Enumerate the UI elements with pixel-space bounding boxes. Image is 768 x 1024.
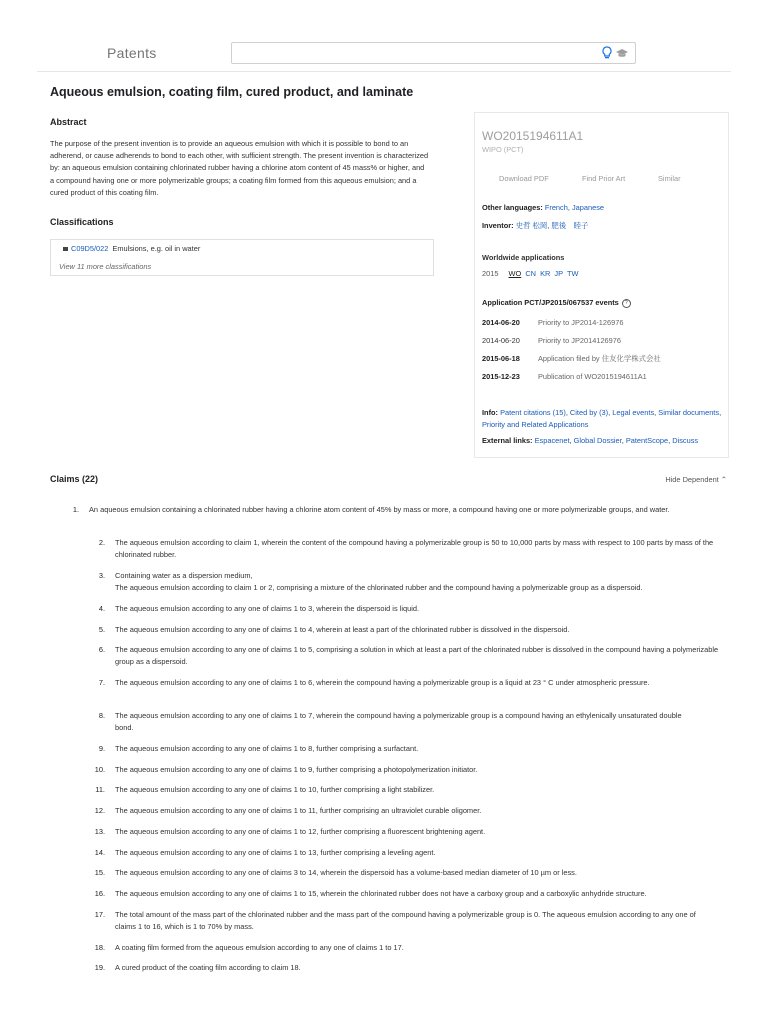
claim-text: The aqueous emulsion according to any one of claims 3 to 14, wherein the dispersoid has a volume-based median diameter of 10 µm or less. [115,868,577,877]
event-date: 2015-06-18 [482,354,520,363]
classification-row [63,244,200,253]
claim-item [94,962,720,974]
hide-dependent-label: Hide Dependent [665,475,719,484]
claim-number: 17. [94,910,105,919]
claim-number: 5. [98,625,105,634]
claim-text: The total amount of the mass part of the chlorinated rubber and the mass part of the compound having a polymerizable group is 0. The aqueous emulsion according to any one of claims 1 to 16, which is 1 to 70% by mass. [115,910,696,932]
inventor-link-1[interactable]: 史哲 松岡 [515,221,548,230]
worldwide-year: 2015 [482,269,499,278]
claim-number: 19. [94,963,105,972]
other-languages-label: Other languages: [482,203,543,212]
claim-number: 1. [72,505,79,514]
header-divider [37,71,731,72]
help-icon[interactable]: ? [622,299,631,308]
claim-text: The aqueous emulsion according to any one of claims 1 to 4, wherein at least a part of the chlorinated rubber is dissolved in the dispersoid. [115,625,570,634]
external-links-row: External links: Espacenet, Global Dossier, PatentScope, Discuss [482,436,699,445]
event-date: 2014-06-20 [482,318,520,327]
lightbulb-icon[interactable] [601,46,613,60]
claim-item [95,784,720,796]
event-text: Priority to JP2014126976 [538,336,621,345]
separator: , [547,221,552,230]
country-link-jp[interactable]: JP [554,269,564,278]
other-languages-row [482,203,604,212]
event-date: 2014-06-20 [482,336,520,345]
search-input[interactable] [236,44,600,64]
country-link-tw[interactable]: TW [566,269,579,278]
inventor-label: Inventor: [482,221,514,230]
patent-info-panel [474,112,729,458]
search-box[interactable] [231,42,636,64]
chevron-up-icon: ⌃ [720,475,727,484]
claim-item [98,570,725,594]
external-links-label: External links: [482,436,533,445]
event-row [482,336,621,345]
claim-text: The aqueous emulsion according to any one of claims 1 to 9, further comprising a photopolymerization initiator. [115,765,478,774]
info-label: Info: [482,408,499,417]
language-link-french[interactable]: French [544,203,568,212]
claim-number: 6. [98,645,105,654]
inventor-link-2[interactable]: 肥後 睦子 [551,221,589,230]
event-date: 2015-12-23 [482,372,520,381]
cited-by-link[interactable]: Cited by (3) [569,408,609,417]
application-events-heading-row [482,298,631,308]
info-row: Info: Patent citations (15), Cited by (3), Legal events, Similar documents, Priority and Related Applications [482,408,722,429]
claim-text: A cured product of the coating film according to claim 18. [115,963,301,972]
global-dossier-link[interactable]: Global Dossier [573,436,622,445]
claims-heading: Claims (22) [50,474,99,484]
event-text: Application filed by 住友化学株式会社 [538,354,661,363]
claim-text: A coating film formed from the aqueous emulsion according to any one of claims 1 to 17. [115,943,404,952]
claim-text: Containing water as a dispersion medium, [115,571,253,580]
claim-item [94,909,700,933]
abstract-heading: Abstract [50,117,87,127]
claim-text: The aqueous emulsion according to claim 1, wherein the content of the compound having a polymerizable group is 50 to 10,000 parts by mass with respect to 100 parts by mass of the chlorinated rubber. [115,538,714,560]
claim-item [94,826,720,838]
claim-text: An aqueous emulsion containing a chlorinated rubber having a chlorine atom content of 45% by mass or more, a compound having one or more polymerizable groups, and water. [89,505,670,514]
claim-item [98,743,720,755]
claim-text: The aqueous emulsion according to any one of claims 1 to 7, wherein the compound having a polymerizable group is a compound having an ethylenically unsaturated double bond. [115,711,682,733]
view-more-classifications-link[interactable]: View 11 more classifications [59,262,152,271]
claim-item [94,942,720,954]
patentscope-link[interactable]: PatentScope [625,436,669,445]
claim-text: The aqueous emulsion according to any one of claims 1 to 5, comprising a solution in which at least a part of the chlorinated rubber is dissolved in the compound having a polymerizable group as a dispersoid. [115,645,719,667]
application-events-heading: Application PCT/JP2015/067537 events [482,298,619,307]
claim-item [94,805,720,817]
classifications-heading: Classifications [50,217,114,227]
event-row [482,372,647,381]
language-link-japanese[interactable]: Japanese [571,203,605,212]
patents-logo[interactable]: Patents [107,45,157,61]
claim-number: 3. [98,571,105,580]
inventor-row [482,220,588,231]
worldwide-applications-row [482,269,580,278]
country-link-wo[interactable]: WO [508,269,522,278]
event-text: Priority to JP2014-126976 [538,318,624,327]
claim-item [72,504,714,516]
event-text: Publication of WO2015194611A1 [538,372,647,381]
patent-office: WIPO (PCT) [482,145,524,154]
claim-number: 10. [94,765,105,774]
claim-number: 18. [94,943,105,952]
claim-number: 13. [94,827,105,836]
hide-dependent-toggle[interactable] [665,475,727,484]
claim-number: 11. [95,785,105,794]
priority-related-link[interactable]: Priority and Related Applications [482,420,589,429]
claim-item [98,677,695,689]
claim-text: The aqueous emulsion according to any one of claims 1 to 11, further comprising an ultraviolet curable oligomer. [115,806,482,815]
classification-description: Emulsions, e.g. oil in water [112,244,201,253]
event-row [482,318,623,327]
claim-item [98,537,720,561]
graduation-cap-icon[interactable] [615,47,629,59]
claim-item [98,624,720,636]
find-prior-art-link[interactable]: Find Prior Art [582,174,626,183]
bullet-icon [63,247,68,251]
download-pdf-link[interactable]: Download PDF [499,174,549,183]
claim-number: 16. [94,889,105,898]
discuss-link[interactable]: Discuss [672,436,699,445]
similar-documents-link[interactable]: Similar documents [658,408,720,417]
claim-number: 2. [98,538,105,547]
claim-number: 4. [98,604,105,613]
classifications-box [50,239,434,276]
claim-text: The aqueous emulsion according to any one of claims 1 to 10, further comprising a light stabilizer. [115,785,435,794]
abstract-text: The purpose of the present invention is to provide an aqueous emulsion with which it is possible to bond to an adherend, or cause adherends to bond to each other, with sufficient strength. The present invention is characterized by: an aqueous emulsion containing chlorinated rubber having a chlorine atom content of 45 mass% or higher, and a compound having one or more polymerizable groups; a coating film formed from this aqueous emulsion; and a cured product of this coating film. [50,139,429,197]
claim-item [94,867,720,879]
claim-item [94,764,720,776]
claim-text: The aqueous emulsion according to any one of claims 1 to 6, wherein the compound having a polymerizable group is a liquid at 23 ° C under atmospheric pressure. [115,678,650,687]
claim-number: 14. [94,848,105,857]
worldwide-applications-heading: Worldwide applications [482,253,565,262]
country-link-kr[interactable]: KR [540,269,551,278]
claim-text: The aqueous emulsion according to any one of claims 1 to 15, wherein the chlorinated rubber does not have a carboxy group and a carboxylic anhydride structure. [115,889,647,898]
similar-link[interactable]: Similar [658,174,681,183]
claim-text: The aqueous emulsion according to any one of claims 1 to 13, further comprising a leveling agent. [115,848,436,857]
event-row [482,353,661,364]
country-link-cn[interactable]: CN [525,269,536,278]
claim-item [94,847,720,859]
patent-citations-link[interactable]: Patent citations (15) [500,408,566,417]
claim-item [98,710,695,734]
claim-text: The aqueous emulsion according to any one of claims 1 to 3, wherein the dispersoid is liquid. [115,604,420,613]
claim-item [98,644,720,668]
page-title: Aqueous emulsion, coating film, cured product, and laminate [50,85,414,99]
claim-number: 7. [98,678,105,687]
claim-text-continued: The aqueous emulsion according to claim 1 or 2, comprising a mixture of the chlorinated rubber and the compound having a polymerizable group as a dispersoid. [115,583,643,593]
publication-number: WO2015194611A1 [482,129,584,143]
claim-number: 8. [98,711,105,720]
legal-events-link[interactable]: Legal events [612,408,655,417]
claim-item [98,603,720,615]
separator: , [567,203,572,212]
claim-text: The aqueous emulsion according to any one of claims 1 to 8, further comprising a surfactant. [115,744,419,753]
claim-number: 9. [98,744,105,753]
claim-number: 12. [94,806,105,815]
claim-text: The aqueous emulsion according to any one of claims 1 to 12, further comprising a fluorescent brightening agent. [115,827,486,836]
claim-item [94,888,725,900]
classification-code-link[interactable]: C09D5/022 [71,244,109,253]
top-bar [0,0,768,72]
espacenet-link[interactable]: Espacenet [534,436,570,445]
claim-number: 15. [94,868,105,877]
